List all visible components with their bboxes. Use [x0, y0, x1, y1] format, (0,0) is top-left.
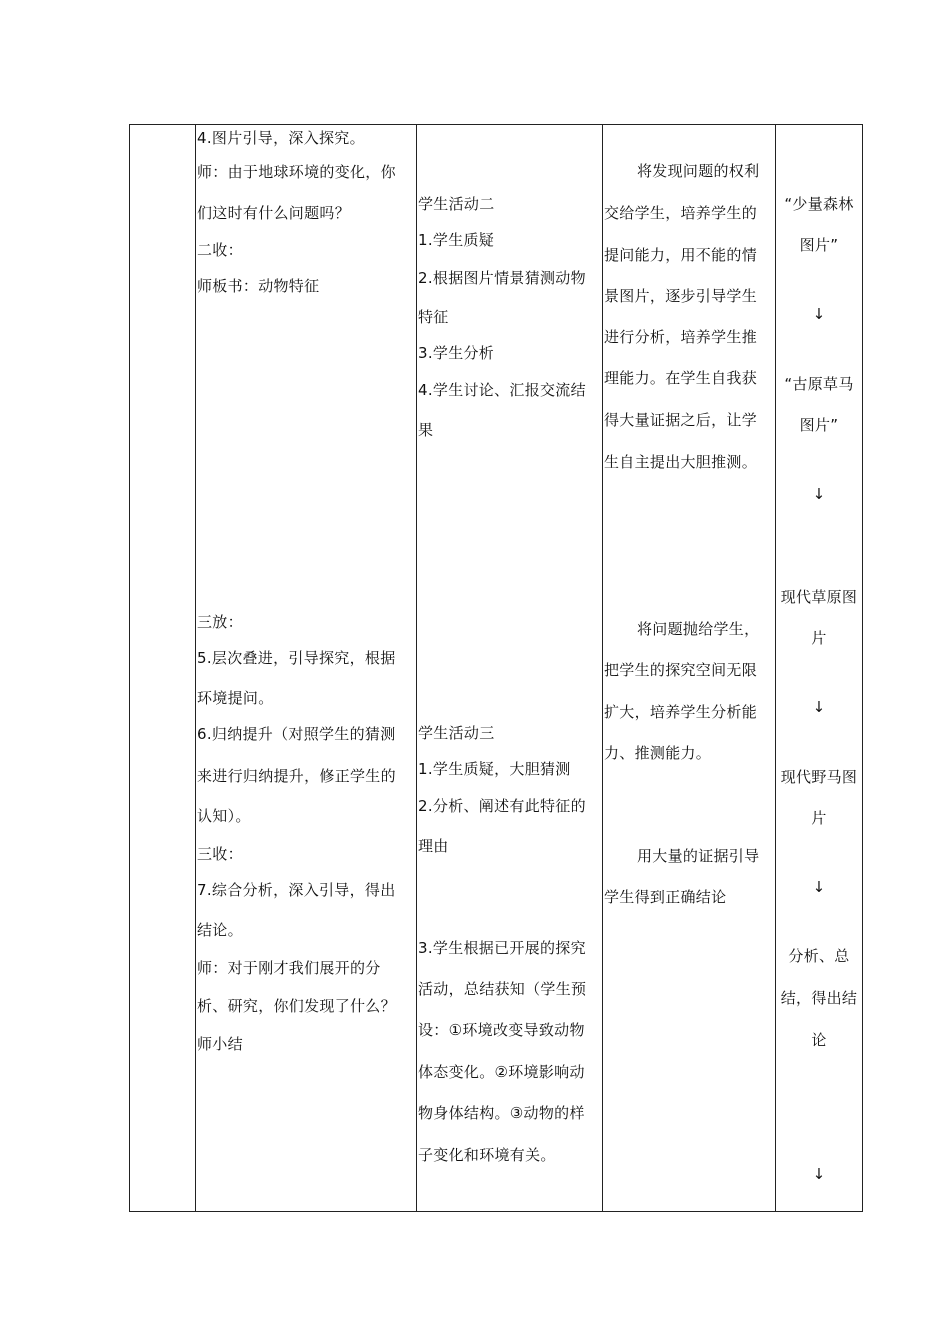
intent-text: 将问题抛给学生， [637, 620, 760, 638]
teacher-text: 来进行归纳提升，修正学生的 [197, 767, 396, 785]
student-text: 2.分析、阐述有此特征的 [418, 797, 586, 815]
intent-text: 用大量的证据引导 [637, 847, 760, 865]
teacher-text: 师板书：动物特征 [197, 277, 320, 295]
student-text: 果 [418, 421, 434, 439]
media-text: 图片” [799, 236, 839, 254]
media-text: 现代野马图 [780, 768, 858, 786]
teacher-text: 5.层次叠进，引导探究，根据 [197, 649, 396, 667]
media-text: 片 [811, 629, 827, 647]
table-border-6 [862, 124, 863, 1212]
table-border-2 [195, 124, 196, 1212]
intent-text: 扩大，培养学生分析能 [604, 703, 758, 721]
table-border-3 [416, 124, 417, 1212]
student-text: 4.学生讨论、汇报交流结 [418, 381, 586, 399]
teacher-text: 7.综合分析，深入引导，得出 [197, 881, 396, 899]
teacher-text: 析、研究，你们发现了什么？ [197, 997, 396, 1015]
intent-text: 力、推测能力。 [604, 744, 712, 762]
table-top-border [129, 124, 862, 125]
teacher-text: 们这时有什么问题吗？ [197, 204, 351, 222]
intent-text: 交给学生，培养学生的 [604, 204, 758, 222]
intent-text: 理能力。在学生自我获 [604, 369, 758, 387]
teacher-text: 师：由于地球环境的变化，你 [197, 163, 396, 181]
intent-text: 学生得到正确结论 [604, 888, 727, 906]
arrow-down-icon: ↓ [812, 1165, 826, 1183]
arrow-down-icon: ↓ [812, 878, 826, 896]
student-text: 活动，总结获知（学生预 [418, 980, 587, 998]
media-text: 现代草原图 [780, 588, 858, 606]
media-text: 论 [811, 1031, 827, 1049]
teacher-text: 环境提问。 [197, 689, 274, 707]
intent-text: 景图片，逐步引导学生 [604, 287, 758, 305]
media-text: 图片” [799, 416, 839, 434]
teacher-text: 三放： [197, 613, 243, 631]
teacher-text: 二收： [197, 241, 243, 259]
intent-text: 得大量证据之后，让学 [604, 411, 758, 429]
teacher-text: 6.归纳提升（对照学生的猜测 [197, 725, 396, 743]
student-text: 特征 [418, 308, 449, 326]
arrow-down-icon: ↓ [812, 305, 826, 323]
student-text: 体态变化。②环境影响动 [418, 1063, 585, 1081]
student-text: 1.学生质疑 [418, 231, 495, 249]
media-text: 结，得出结 [780, 989, 858, 1007]
student-text: 设：①环境改变导致动物 [418, 1021, 585, 1039]
intent-text: 把学生的探究空间无限 [604, 661, 758, 679]
teacher-text: 认知）。 [197, 807, 251, 825]
arrow-down-icon: ↓ [812, 485, 826, 503]
teacher-text: 三收： [197, 845, 243, 863]
student-text: 1.学生质疑，大胆猜测 [418, 760, 571, 778]
media-text: “少量森林 [784, 195, 854, 213]
teacher-text: 4.图片引导，深入探究。 [197, 129, 365, 147]
teacher-text: 师小结 [197, 1035, 243, 1053]
student-text: 3.学生分析 [418, 344, 495, 362]
teacher-text: 师：对于刚才我们展开的分 [197, 959, 381, 977]
intent-text: 进行分析，培养学生推 [604, 328, 758, 346]
table-border-1 [129, 124, 130, 1212]
student-text: 3.学生根据已开展的探究 [418, 939, 586, 957]
media-text: “古原草马 [784, 375, 854, 393]
student-text: 学生活动二 [418, 195, 495, 213]
table-border-4 [602, 124, 603, 1212]
student-text: 学生活动三 [418, 724, 495, 742]
student-text: 物身体结构。③动物的样 [418, 1104, 585, 1122]
intent-text: 将发现问题的权利 [637, 162, 760, 180]
student-text: 2.根据图片情景猜测动物 [418, 269, 586, 287]
arrow-down-icon: ↓ [812, 698, 826, 716]
student-text: 理由 [418, 837, 449, 855]
media-text: 分析、总 [788, 947, 850, 965]
intent-text: 生自主提出大胆推测。 [604, 453, 758, 471]
intent-text: 提问能力，用不能的情 [604, 246, 758, 264]
teacher-text: 结论。 [197, 921, 243, 939]
media-text: 片 [811, 809, 827, 827]
table-bottom-border [129, 1211, 862, 1212]
student-text: 子变化和环境有关。 [418, 1146, 556, 1164]
